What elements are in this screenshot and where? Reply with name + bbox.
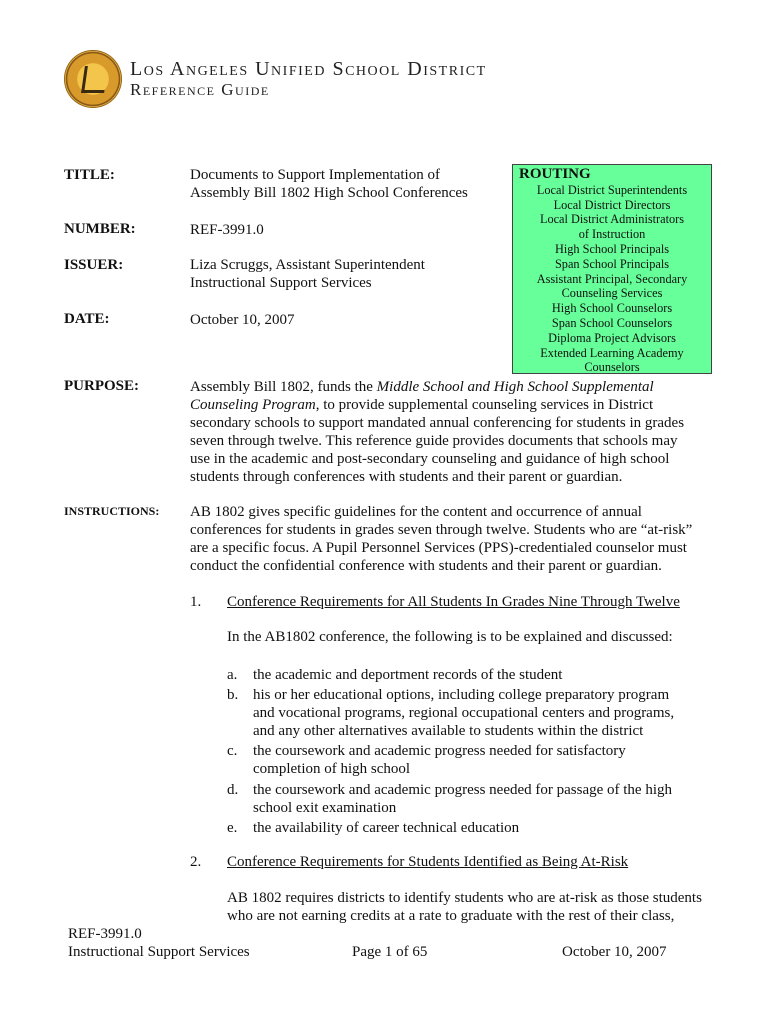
title-label: TITLE:: [64, 167, 115, 183]
footer-page-number: Page 1 of 65: [352, 944, 428, 960]
routing-item: Diploma Project Advisors: [548, 330, 676, 345]
section2-number: 2.: [190, 854, 202, 870]
routing-item: Assistant Principal, Secondary: [536, 271, 688, 286]
purpose-line: Counseling Program, to provide supplemental counseling services in District: [190, 397, 654, 413]
routing-list: [513, 183, 711, 375]
section1-number: 1.: [190, 594, 202, 610]
footer-office: Instructional Support Services: [68, 944, 250, 960]
routing-item: Span School Principals: [554, 256, 670, 271]
routing-item: Counseling Services: [561, 286, 663, 301]
routing-box: [512, 164, 712, 374]
list-line: completion of high school: [253, 761, 411, 777]
instructions-line: are a specific focus. A Pupil Personnel Services (PPS)-credentialed counselor must: [190, 540, 687, 556]
purpose-line: Assembly Bill 1802, funds the Middle School and High School Supplemental: [190, 379, 654, 395]
routing-item: Extended Learning Academy: [540, 345, 684, 360]
instructions-label: INSTRUCTIONS:: [64, 504, 160, 518]
title-value: [190, 166, 468, 202]
footer-date: October 10, 2007: [562, 944, 667, 960]
list-line: his or her educational options, including college preparatory program: [253, 687, 670, 703]
routing-item: High School Principals: [554, 241, 670, 256]
purpose-text: [190, 378, 690, 486]
program-name: Middle School and High School Supplemental: [376, 379, 654, 395]
date-label: DATE:: [64, 311, 110, 327]
number-label: NUMBER:: [64, 221, 136, 237]
routing-item: of Instruction: [578, 227, 646, 242]
list-line: and vocational programs, regional occupational centers and programs,: [253, 705, 675, 721]
list-line: the coursework and academic progress needed for passage of the high: [253, 782, 673, 798]
list-text: [253, 742, 693, 778]
issuer-line-1: Liza Scruggs, Assistant Superintendent: [190, 257, 425, 273]
purpose-line: seven through twelve. This reference guide provides documents that schools may: [190, 433, 678, 449]
footer-ref: REF-3991.0: [68, 926, 142, 942]
instructions-line: conduct the confidential conference with students and their parent or guardian.: [190, 558, 662, 574]
title-line-1: Documents to Support Implementation of: [190, 167, 440, 183]
purpose-line: secondary schools to support mandated annual conferencing for students in grades: [190, 415, 685, 431]
number-value: REF-3991.0: [190, 222, 264, 238]
instructions-text: [190, 503, 700, 575]
list-marker: d.: [227, 782, 239, 798]
list-line: the coursework and academic progress needed for satisfactory: [253, 743, 626, 759]
routing-item: Counselors: [584, 360, 640, 375]
list-marker: e.: [227, 820, 238, 836]
instructions-line: conferences for students in grades seven through twelve. Students who are “at-risk”: [190, 522, 693, 538]
section2-line: who are not earning credits at a rate to graduate with the rest of their class,: [227, 908, 675, 924]
section1-heading: Conference Requirements for All Students In Grades Nine Through Twelve: [227, 594, 680, 610]
program-name: Counseling Program: [190, 397, 316, 413]
section1-intro: In the AB1802 conference, the following is to be explained and discussed:: [227, 629, 673, 645]
routing-item: Span School Counselors: [551, 315, 673, 330]
list-line: the academic and deportment records of the student: [253, 667, 563, 683]
purpose-line: students through conferences with students and their parent or guardian.: [190, 469, 623, 485]
list-text: [253, 686, 693, 740]
date-value: October 10, 2007: [190, 312, 295, 328]
issuer-value: [190, 256, 425, 292]
section2-line: AB 1802 requires districts to identify students who are at-risk as those students: [227, 890, 702, 906]
list-line: and any other alternatives available to students within the district: [253, 723, 644, 739]
routing-item: Local District Administrators: [539, 212, 685, 227]
list-marker: c.: [227, 743, 238, 759]
purpose-line: use in the academic and post-secondary counseling and guidance of high school: [190, 451, 670, 467]
title-line-2: Assembly Bill 1802 High School Conferences: [190, 185, 468, 201]
routing-item: Local District Superintendents: [536, 182, 688, 197]
section2-text: [227, 889, 702, 925]
list-text: [253, 666, 693, 684]
issuer-label: ISSUER:: [64, 257, 124, 273]
instructions-line: AB 1802 gives specific guidelines for the content and occurrence of annual: [190, 504, 642, 520]
list-marker: b.: [227, 687, 239, 703]
list-marker: a.: [227, 667, 238, 683]
org-name: Los Angeles Unified School District: [130, 58, 487, 80]
district-seal-logo: [64, 50, 122, 108]
list-text: [253, 781, 693, 817]
list-line: the availability of career technical education: [253, 820, 520, 836]
issuer-line-2: Instructional Support Services: [190, 275, 372, 291]
routing-item: High School Counselors: [551, 301, 673, 316]
purpose-label: PURPOSE:: [64, 378, 139, 394]
list-line: school exit examination: [253, 800, 397, 816]
doc-kind: Reference Guide: [130, 80, 270, 99]
routing-title: ROUTING: [519, 166, 591, 182]
list-text: [253, 819, 693, 837]
section2-heading: Conference Requirements for Students Identified as Being At-Risk: [227, 854, 629, 870]
routing-item: Local District Directors: [553, 197, 671, 212]
